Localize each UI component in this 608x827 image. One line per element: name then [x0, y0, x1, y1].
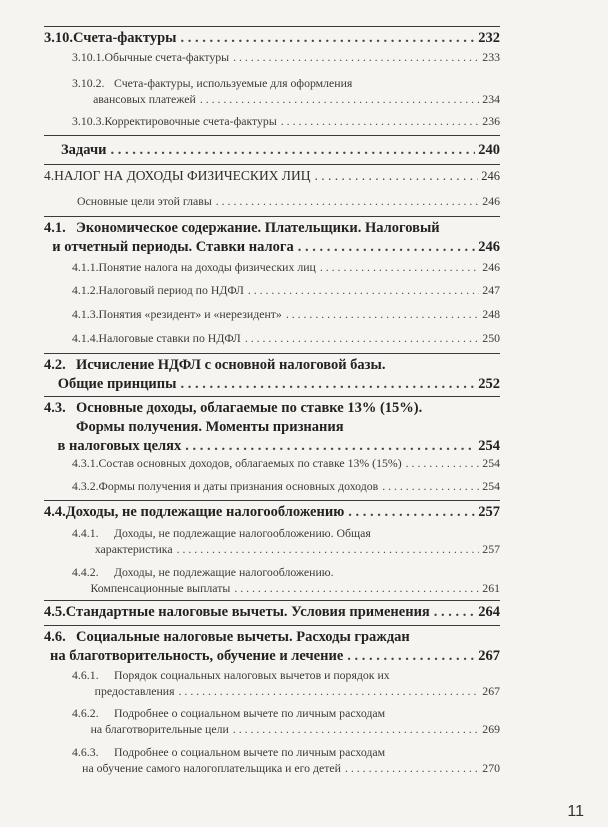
section-number: 4.4.2.: [72, 565, 99, 579]
section-title: Подробнее о социальном вычете по личным расходам: [114, 745, 386, 759]
section-title: в налоговых целях: [57, 438, 182, 454]
dot-leader: [434, 604, 475, 621]
dot-leader: [180, 30, 475, 47]
page-reference: 269: [482, 722, 500, 736]
section-title: Доходы, не подлежащие налогообложению.: [114, 565, 334, 579]
section-title: Налоговые ставки по НДФЛ: [98, 331, 241, 345]
toc-entry-line: [44, 604, 500, 621]
section-divider: [44, 625, 500, 626]
toc-entry-line: [44, 376, 500, 393]
toc-entry-line: [72, 565, 500, 580]
section-title: предоставления: [94, 684, 175, 698]
toc-entry-line: [72, 307, 500, 322]
section-divider: [44, 353, 500, 354]
page-reference: 257: [482, 542, 500, 556]
section-title: и отчетный периоды. Ставки налога: [52, 239, 294, 255]
dot-leader: [382, 479, 479, 494]
toc-entry-line: [72, 114, 500, 129]
section-title: на благотворительность, обучение и лечение: [49, 648, 344, 664]
toc-entry-line: [44, 648, 500, 665]
section-title: Исчисление НДФЛ с основной налоговой базы.: [76, 357, 386, 373]
toc-entry-line: [72, 761, 500, 776]
section-number: 4.3.1.: [72, 456, 99, 470]
page-reference: 261: [482, 581, 500, 595]
dot-leader: [314, 168, 478, 184]
section-title: Состав основных доходов, облагаемых по ставке 13% (15%): [98, 456, 402, 470]
toc-entry-line: [44, 168, 500, 184]
section-number: 4.4.1.: [72, 526, 99, 540]
section-divider: [44, 600, 500, 601]
dot-leader: [234, 581, 479, 596]
section-divider: [44, 26, 500, 27]
section-number: 4.2.: [44, 357, 66, 373]
toc-entry-line: [72, 684, 500, 699]
section-number: 4.1.4.: [72, 331, 99, 345]
section-title: Основные цели этой главы: [77, 194, 212, 208]
toc-entry-line: [44, 357, 500, 374]
page-reference: 236: [482, 114, 500, 128]
section-title: Понятие налога на доходы физических лиц: [98, 260, 316, 274]
toc-entry-line: [44, 239, 500, 256]
section-number: 3.10.1.: [72, 50, 105, 64]
section-number: 3.10.: [44, 30, 73, 46]
page-reference: 246: [482, 194, 500, 208]
section-number: 4.: [44, 168, 55, 183]
page-reference: 267: [478, 648, 500, 664]
page-reference: 270: [482, 761, 500, 775]
toc-entry-line: [72, 92, 500, 107]
toc-entry-line: [72, 668, 500, 683]
section-title: Порядок социальных налоговых вычетов и порядок их: [114, 668, 390, 682]
dot-leader: [180, 376, 475, 393]
dot-leader: [298, 239, 476, 256]
section-number: 4.6.3.: [72, 745, 99, 759]
section-number: 4.3.: [44, 400, 66, 416]
page-reference: 246: [481, 169, 500, 183]
section-title: Обычные счета-фактуры: [104, 50, 230, 64]
toc-entry-line: [72, 745, 500, 760]
section-title: на благотворительные цели: [90, 722, 229, 736]
page-reference: 254: [482, 456, 500, 470]
section-title: характеристика: [94, 542, 173, 556]
toc-entry-line: [44, 220, 500, 237]
toc-entry-line: [72, 456, 500, 471]
section-title: Налоговый период по НДФЛ: [98, 283, 244, 297]
section-number: 4.6.2.: [72, 706, 99, 720]
section-title: Подробнее о социальном вычете по личным расходам: [114, 706, 386, 720]
toc-entry-line: [44, 400, 500, 417]
section-number: 4.1.3.: [72, 307, 99, 321]
section-title: Корректировочные счета-фактуры: [104, 114, 277, 128]
section-title: НАЛОГ НА ДОХОДЫ ФИЗИЧЕСКИХ ЛИЦ: [54, 168, 311, 183]
section-number: 4.3.2.: [72, 479, 99, 493]
page-reference: 246: [482, 260, 500, 274]
toc-entry-line: [44, 142, 500, 159]
section-divider: [44, 135, 500, 136]
section-title: Формы получения и даты признания основных доходов: [98, 479, 379, 493]
toc-entry-line: [72, 581, 500, 596]
page-reference: 246: [478, 239, 500, 255]
section-title: Экономическое содержание. Плательщики. Налоговый: [76, 220, 440, 236]
toc-entry-line: [72, 50, 500, 65]
section-title: Доходы, не подлежащие налогообложению: [65, 504, 345, 520]
dot-leader: [233, 50, 479, 65]
page-reference: 257: [478, 504, 500, 520]
page-number: 11: [567, 803, 584, 820]
section-divider: [44, 500, 500, 501]
section-title: Доходы, не подлежащие налогообложению. Общая: [114, 526, 371, 540]
section-title: Задачи: [61, 142, 107, 158]
page-reference: 254: [478, 438, 500, 454]
dot-leader: [177, 542, 480, 557]
section-title: Счета-фактуры: [73, 30, 177, 46]
dot-leader: [200, 92, 479, 107]
dot-leader: [406, 456, 480, 471]
dot-leader: [320, 260, 479, 275]
page-reference: 232: [478, 30, 500, 46]
toc-entry-line: [72, 260, 500, 275]
toc-entry-line: [44, 419, 500, 436]
toc-entry-line: [72, 76, 500, 91]
toc-entry-line: [72, 479, 500, 494]
dot-leader: [233, 722, 480, 737]
page-reference: 252: [478, 376, 500, 392]
dot-leader: [216, 194, 480, 209]
dot-leader: [185, 438, 475, 455]
section-title: на обучение самого налогоплательщика и его детей: [82, 761, 341, 775]
section-number: 3.10.3.: [72, 114, 105, 128]
section-divider: [44, 216, 500, 217]
section-number: 3.10.2.: [72, 76, 105, 90]
dot-leader: [345, 761, 479, 776]
toc-entry-line: [72, 542, 500, 557]
toc-entry-line: [72, 283, 500, 298]
page-reference: 233: [482, 50, 500, 64]
dot-leader: [281, 114, 480, 129]
page-reference: 264: [478, 604, 500, 620]
section-title: авансовых платежей: [93, 92, 196, 106]
toc-entry-line: [77, 194, 500, 209]
toc-entry-line: [44, 438, 500, 455]
dot-leader: [110, 142, 475, 159]
page-reference: 234: [482, 92, 500, 106]
section-divider: [44, 164, 500, 165]
dot-leader: [179, 684, 480, 699]
toc-entry-line: [44, 30, 500, 47]
page-reference: 267: [482, 684, 500, 698]
section-number: 4.6.1.: [72, 668, 99, 682]
page-reference: 254: [482, 479, 500, 493]
toc-entry-line: [72, 526, 500, 541]
section-number: 4.6.: [44, 629, 66, 645]
toc-entry-line: [72, 706, 500, 721]
section-title: Общие принципы: [57, 376, 177, 392]
section-number: 4.1.: [44, 220, 66, 236]
dot-leader: [245, 331, 479, 346]
section-title: Счета-фактуры, используемые для оформления: [114, 76, 353, 90]
toc-entry-line: [44, 504, 500, 521]
dot-leader: [348, 504, 475, 521]
page-reference: 247: [482, 283, 500, 297]
section-title: Социальные налоговые вычеты. Расходы граждан: [76, 629, 410, 645]
toc-entry-line: [44, 629, 500, 646]
section-divider: [44, 396, 500, 397]
dot-leader: [248, 283, 479, 298]
dot-leader: [347, 648, 475, 665]
page-reference: 248: [482, 307, 500, 321]
section-title: Формы получения. Моменты признания: [76, 419, 344, 435]
section-number: 4.1.2.: [72, 283, 99, 297]
section-number: 4.4.: [44, 504, 66, 520]
section-number: 4.5.: [44, 604, 66, 620]
section-title: Понятия «резидент» и «нерезидент»: [98, 307, 282, 321]
section-title: Компенсационные выплаты: [90, 581, 231, 595]
toc-entry-line: [72, 331, 500, 346]
dot-leader: [286, 307, 479, 322]
toc-entry-line: [72, 722, 500, 737]
page-reference: 240: [478, 142, 500, 158]
page-reference: 250: [482, 331, 500, 345]
section-number: 4.1.1.: [72, 260, 99, 274]
section-title: Основные доходы, облагаемые по ставке 13% (15%).: [76, 400, 423, 416]
section-title: Стандартные налоговые вычеты. Условия применения: [65, 604, 430, 620]
